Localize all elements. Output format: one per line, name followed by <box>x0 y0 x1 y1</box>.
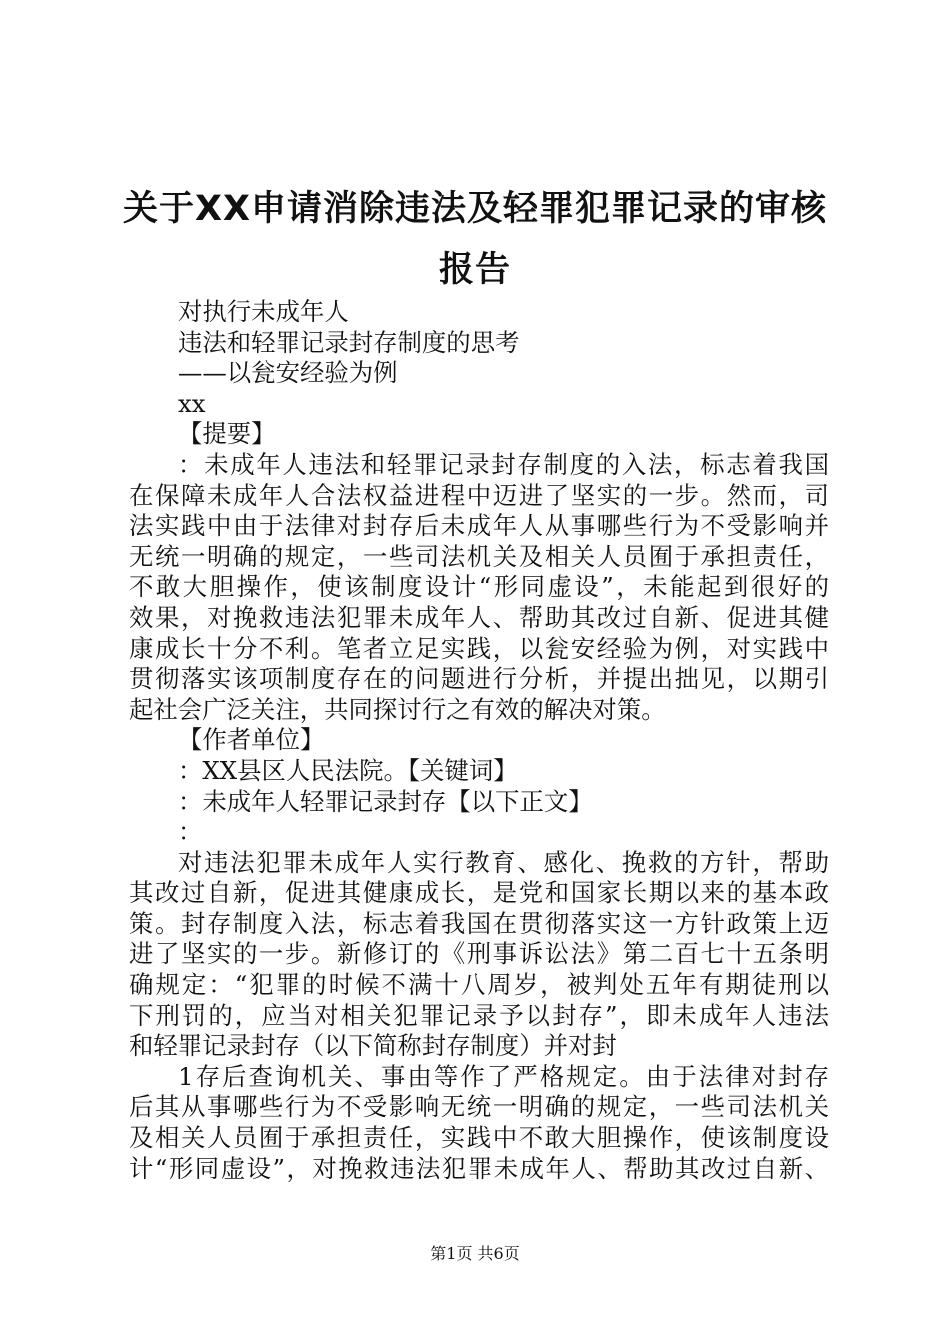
text-line: xx <box>178 388 206 418</box>
text-line: 【提要】 <box>178 419 276 449</box>
text-line: 策。封存制度入法，标志着我国在贯彻落实这一方针政策上迈 <box>129 908 829 938</box>
text-line: ——以瓮安经验为例 <box>178 358 398 388</box>
text-line: 和轻罪记录封存（以下简称封存制度）并对封 <box>129 1031 617 1061</box>
text-line: 贯彻落实该项制度存在的问题进行分析，并提出拙见，以期引 <box>129 664 829 694</box>
page-footer: 第1页 共6页 <box>430 1244 520 1263</box>
text-line: ：未成年人轻罪记录封存【以下正文】 <box>178 786 593 816</box>
text-line: 1存后查询机关、事由等作了严格规定。由于法律对封存 <box>178 1061 829 1091</box>
text-line: 对违法犯罪未成年人实行教育、感化、挽救的方针，帮助 <box>178 847 829 877</box>
document-title-line-1: 关于XX申请消除违法及轻罪犯罪记录的审核 <box>123 189 827 229</box>
text-line: 法实践中由于法律对封存后未成年人从事哪些行为不受影响并 <box>129 511 829 541</box>
text-line: 对执行未成年人 <box>178 297 349 326</box>
text-line: 进了坚实的一步。新修订的《刑事诉讼法》第二百七十五条明 <box>129 939 829 969</box>
text-line: 【作者单位】 <box>178 725 325 755</box>
text-line: 后其从事哪些行为不受影响无统一明确的规定，一些司法机关 <box>129 1092 829 1122</box>
text-line: ： <box>178 817 203 847</box>
text-line: ：未成年人违法和轻罪记录封存制度的入法，标志着我国 <box>178 449 829 479</box>
text-line: 无统一明确的规定，一些司法机关及相关人员囿于承担责任， <box>129 541 829 571</box>
text-line: 不敢大胆操作，使该制度设计“形同虚设”，未能起到很好的 <box>129 572 829 602</box>
text-line: 效果，对挽救违法犯罪未成年人、帮助其改过自新、促进其健 <box>129 602 829 632</box>
text-line: 确规定：“犯罪的时候不满十八周岁，被判处五年有期徒刑以 <box>129 970 829 1000</box>
text-line: 计“形同虚设”，对挽救违法犯罪未成年人、帮助其改过自新、 <box>129 1153 829 1183</box>
text-line: 下刑罚的，应当对相关犯罪记录予以封存”，即未成年人违法 <box>129 1000 829 1030</box>
text-line: 起社会广泛关注，共同探讨行之有效的解决对策。 <box>129 694 666 724</box>
text-line: 违法和轻罪记录封存制度的思考 <box>178 327 520 357</box>
text-line: 康成长十分不利。笔者立足实践，以瓮安经验为例，对实践中 <box>129 633 829 663</box>
document-body <box>129 297 829 1184</box>
text-line: 及相关人员囿于承担责任，实践中不敢大胆操作，使该制度设 <box>129 1123 829 1153</box>
text-line: 其改过自新，促进其健康成长，是党和国家长期以来的基本政 <box>129 878 829 908</box>
text-line: ：XX县区人民法院。【关键词】 <box>178 755 518 785</box>
text-line: 在保障未成年人合法权益进程中迈进了坚实的一步。然而，司 <box>129 480 829 510</box>
document-title-line-2: 报告 <box>438 250 511 290</box>
